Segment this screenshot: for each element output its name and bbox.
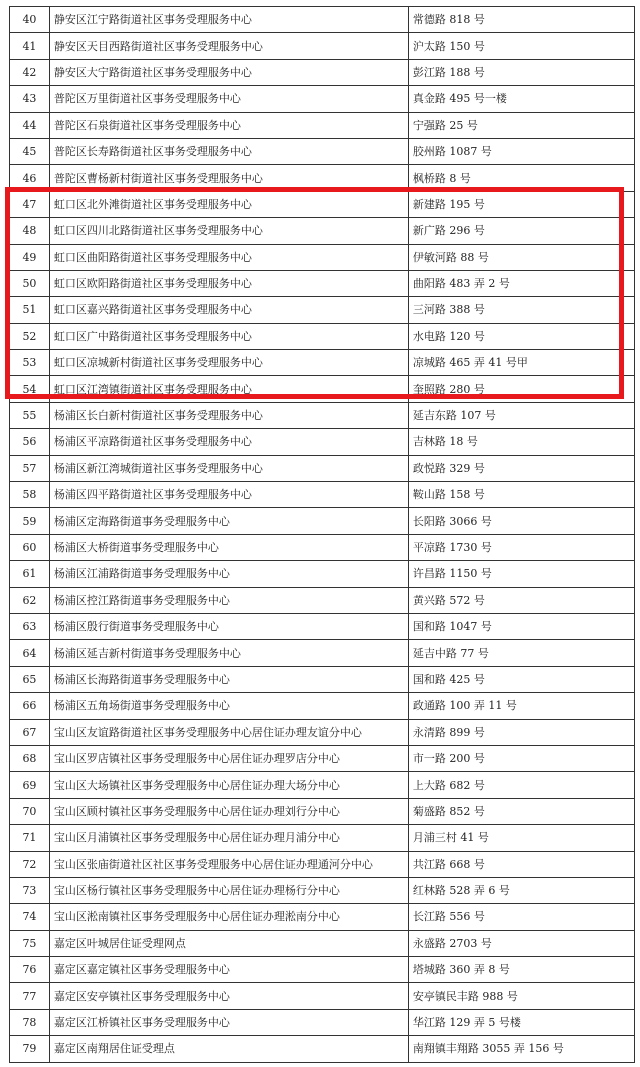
row-number: 54 [10,376,50,402]
center-address: 沪太路 150 号 [408,33,634,59]
row-number: 51 [10,297,50,323]
table-row [10,930,635,956]
center-name: 普陀区长寿路街道社区事务受理服务中心 [49,138,408,164]
row-number: 74 [10,904,50,930]
table-row [10,455,635,481]
table-row [10,86,635,112]
center-name: 静安区江宁路街道社区事务受理服务中心 [49,7,408,33]
center-name: 嘉定区南翔居住证受理点 [49,1036,408,1062]
center-name: 杨浦区定海路街道事务受理服务中心 [49,508,408,534]
center-address: 鞍山路 158 号 [408,482,634,508]
table-row [10,429,635,455]
center-name: 嘉定区叶城居住证受理网点 [49,930,408,956]
center-address: 延吉中路 77 号 [408,640,634,666]
table-row [10,693,635,719]
table-row [10,244,635,270]
center-name: 嘉定区江桥镇社区事务受理服务中心 [49,1009,408,1035]
table-row [10,745,635,771]
center-name: 嘉定区嘉定镇社区事务受理服务中心 [49,957,408,983]
center-address: 长阳路 3066 号 [408,508,634,534]
table-row [10,798,635,824]
row-number: 69 [10,772,50,798]
center-name: 杨浦区五角场街道事务受理服务中心 [49,693,408,719]
row-number: 66 [10,693,50,719]
row-number: 79 [10,1036,50,1062]
center-name: 宝山区顾村镇社区事务受理服务中心居住证办理刘行分中心 [49,798,408,824]
table-row [10,719,635,745]
center-address: 平凉路 1730 号 [408,534,634,560]
row-number: 59 [10,508,50,534]
row-number: 62 [10,587,50,613]
row-number: 57 [10,455,50,481]
service-center-table [9,6,635,1063]
table-row [10,165,635,191]
row-number: 53 [10,350,50,376]
table-row [10,323,635,349]
row-number: 64 [10,640,50,666]
row-number: 50 [10,270,50,296]
table-row [10,825,635,851]
row-number: 71 [10,825,50,851]
table-row [10,534,635,560]
center-address: 长江路 556 号 [408,904,634,930]
center-address: 安亭镇民丰路 988 号 [408,983,634,1009]
center-address: 许昌路 1150 号 [408,561,634,587]
row-number: 56 [10,429,50,455]
center-name: 杨浦区四平路街道社区事务受理服务中心 [49,482,408,508]
center-name: 杨浦区延吉新村街道事务受理服务中心 [49,640,408,666]
center-name: 杨浦区江浦路街道事务受理服务中心 [49,561,408,587]
row-number: 77 [10,983,50,1009]
row-number: 72 [10,851,50,877]
center-name: 杨浦区殷行街道事务受理服务中心 [49,613,408,639]
center-address: 延吉东路 107 号 [408,402,634,428]
row-number: 75 [10,930,50,956]
row-number: 40 [10,7,50,33]
center-name: 宝山区大场镇社区事务受理服务中心居住证办理大场分中心 [49,772,408,798]
table-row [10,218,635,244]
table-body [10,7,635,1063]
center-address: 红林路 528 弄 6 号 [408,877,634,903]
center-name: 虹口区曲阳路街道社区事务受理服务中心 [49,244,408,270]
center-address: 黄兴路 572 号 [408,587,634,613]
center-address: 国和路 425 号 [408,666,634,692]
center-address: 伊敏河路 88 号 [408,244,634,270]
center-address: 永清路 899 号 [408,719,634,745]
row-number: 46 [10,165,50,191]
table-row [10,508,635,534]
row-number: 44 [10,112,50,138]
table-row [10,59,635,85]
center-name: 宝山区杨行镇社区事务受理服务中心居住证办理杨行分中心 [49,877,408,903]
center-address: 菊盛路 852 号 [408,798,634,824]
center-address: 共江路 668 号 [408,851,634,877]
center-name: 静安区天目西路街道社区事务受理服务中心 [49,33,408,59]
table-row [10,613,635,639]
center-name: 虹口区嘉兴路街道社区事务受理服务中心 [49,297,408,323]
row-number: 42 [10,59,50,85]
center-address: 曲阳路 483 弄 2 号 [408,270,634,296]
center-name: 虹口区广中路街道社区事务受理服务中心 [49,323,408,349]
center-address: 新广路 296 号 [408,218,634,244]
row-number: 78 [10,1009,50,1035]
row-number: 76 [10,957,50,983]
row-number: 60 [10,534,50,560]
table-row [10,482,635,508]
center-name: 杨浦区控江路街道事务受理服务中心 [49,587,408,613]
table-row [10,983,635,1009]
row-number: 55 [10,402,50,428]
table-row [10,270,635,296]
row-number: 43 [10,86,50,112]
center-name: 宝山区淞南镇社区事务受理服务中心居住证办理淞南分中心 [49,904,408,930]
row-number: 41 [10,33,50,59]
table-row [10,877,635,903]
row-number: 61 [10,561,50,587]
center-address: 宁强路 25 号 [408,112,634,138]
table-row [10,666,635,692]
center-address: 月浦三村 41 号 [408,825,634,851]
table-row [10,904,635,930]
center-name: 宝山区张庙街道社区社区事务受理服务中心居住证办理通河分中心 [49,851,408,877]
center-address: 塔城路 360 弄 8 号 [408,957,634,983]
row-number: 49 [10,244,50,270]
center-name: 杨浦区平凉路街道社区事务受理服务中心 [49,429,408,455]
center-name: 普陀区万里街道社区事务受理服务中心 [49,86,408,112]
row-number: 67 [10,719,50,745]
center-name: 杨浦区长白新村街道社区事务受理服务中心 [49,402,408,428]
center-name: 嘉定区安亭镇社区事务受理服务中心 [49,983,408,1009]
center-name: 虹口区江湾镇街道社区事务受理服务中心 [49,376,408,402]
table-row [10,561,635,587]
center-address: 政通路 100 弄 11 号 [408,693,634,719]
center-address: 常德路 818 号 [408,7,634,33]
table-row [10,7,635,33]
center-address: 新建路 195 号 [408,191,634,217]
center-name: 杨浦区新江湾城街道社区事务受理服务中心 [49,455,408,481]
row-number: 47 [10,191,50,217]
center-address: 吉林路 18 号 [408,429,634,455]
table-row [10,350,635,376]
center-address: 胶州路 1087 号 [408,138,634,164]
center-name: 宝山区月浦镇社区事务受理服务中心居住证办理月浦分中心 [49,825,408,851]
table-row [10,640,635,666]
table-row [10,772,635,798]
center-name: 静安区大宁路街道社区事务受理服务中心 [49,59,408,85]
row-number: 65 [10,666,50,692]
center-address: 永盛路 2703 号 [408,930,634,956]
center-address: 三河路 388 号 [408,297,634,323]
center-address: 奎照路 280 号 [408,376,634,402]
row-number: 70 [10,798,50,824]
row-number: 48 [10,218,50,244]
table-row [10,33,635,59]
table-row [10,112,635,138]
center-name: 虹口区北外滩街道社区事务受理服务中心 [49,191,408,217]
center-name: 虹口区凉城新村街道社区事务受理服务中心 [49,350,408,376]
center-address: 水电路 120 号 [408,323,634,349]
table-row [10,1009,635,1035]
row-number: 73 [10,877,50,903]
center-address: 南翔镇丰翔路 3055 弄 156 号 [408,1036,634,1062]
center-address: 上大路 682 号 [408,772,634,798]
row-number: 45 [10,138,50,164]
table-row [10,191,635,217]
row-number: 63 [10,613,50,639]
center-name: 杨浦区大桥街道事务受理服务中心 [49,534,408,560]
center-address: 市一路 200 号 [408,745,634,771]
center-address: 真金路 495 号一楼 [408,86,634,112]
center-name: 宝山区友谊路街道社区事务受理服务中心居住证办理友谊分中心 [49,719,408,745]
row-number: 52 [10,323,50,349]
row-number: 58 [10,482,50,508]
center-name: 普陀区曹杨新村街道社区事务受理服务中心 [49,165,408,191]
center-name: 宝山区罗店镇社区事务受理服务中心居住证办理罗店分中心 [49,745,408,771]
table-row [10,587,635,613]
center-address: 枫桥路 8 号 [408,165,634,191]
center-address: 国和路 1047 号 [408,613,634,639]
table-row [10,376,635,402]
center-address: 华江路 129 弄 5 号楼 [408,1009,634,1035]
table-row [10,138,635,164]
center-address: 政悦路 329 号 [408,455,634,481]
table-row [10,957,635,983]
table-row [10,402,635,428]
table-row [10,297,635,323]
center-name: 虹口区四川北路街道社区事务受理服务中心 [49,218,408,244]
center-address: 彭江路 188 号 [408,59,634,85]
table-row [10,1036,635,1062]
center-name: 普陀区石泉街道社区事务受理服务中心 [49,112,408,138]
center-address: 凉城路 465 弄 41 号甲 [408,350,634,376]
center-name: 杨浦区长海路街道事务受理服务中心 [49,666,408,692]
table-row [10,851,635,877]
center-name: 虹口区欧阳路街道社区事务受理服务中心 [49,270,408,296]
row-number: 68 [10,745,50,771]
